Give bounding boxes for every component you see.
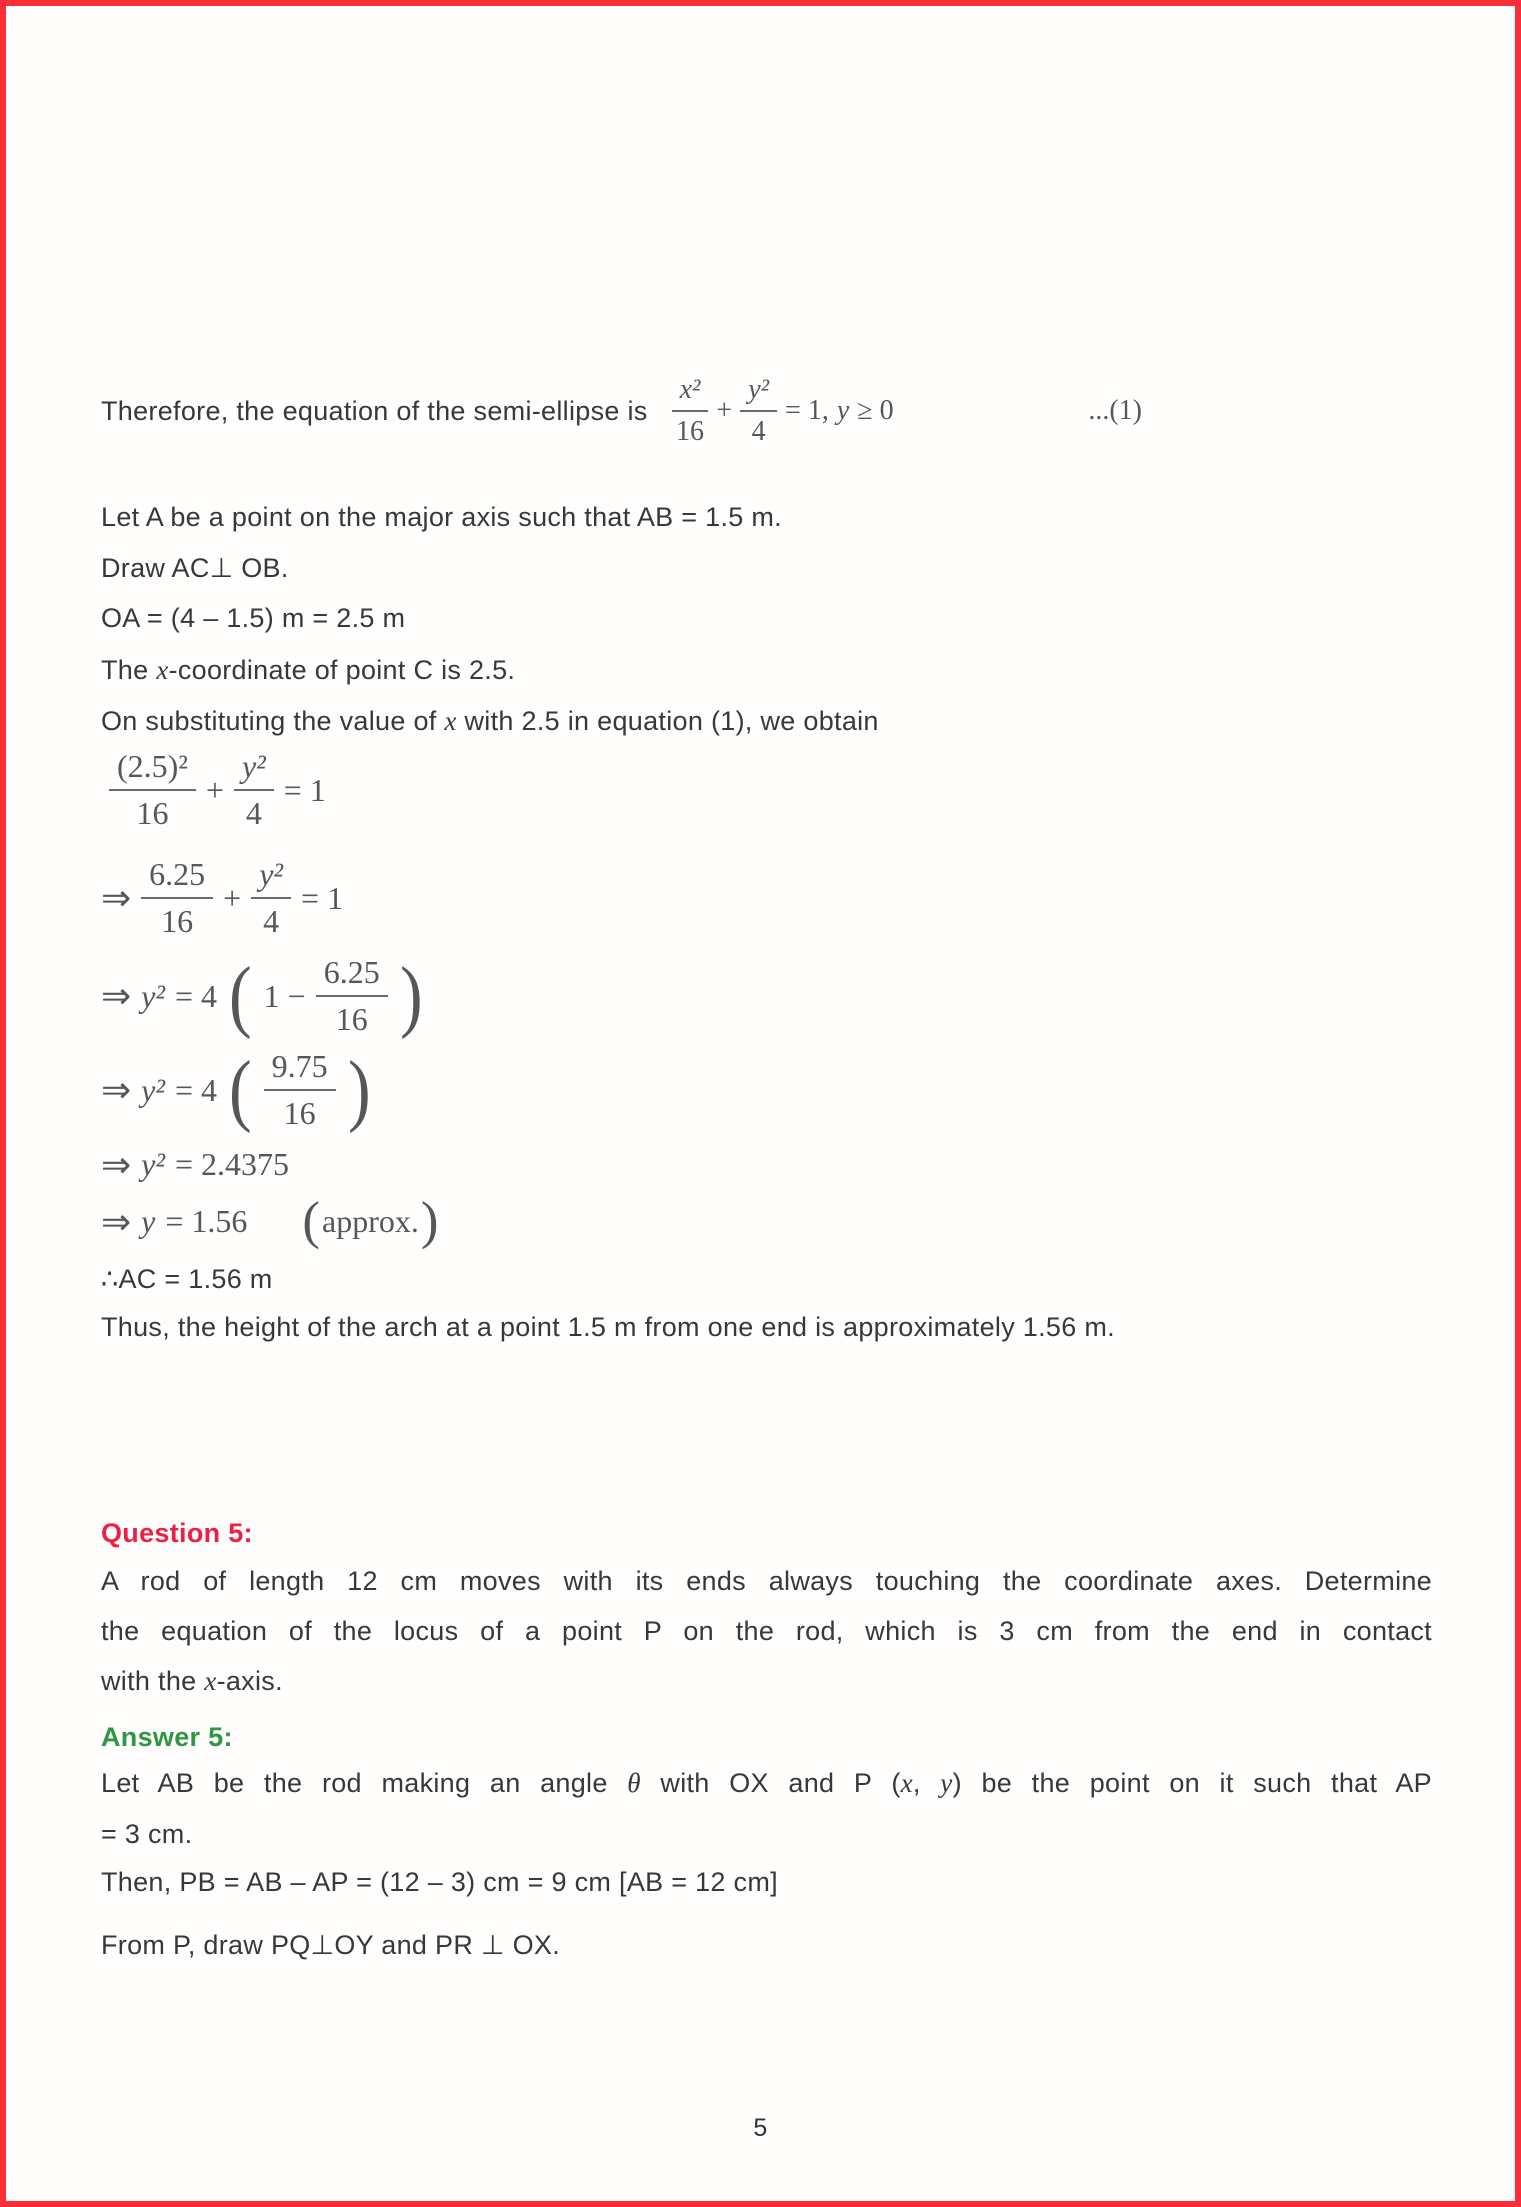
answer-line-3: Then, PB = AB – AP = (12 – 3) cm = 9 cm [AB = 12 cm] [101, 1867, 778, 1897]
implies-arrow: ⇒ [101, 878, 132, 918]
fraction-y2-4: $\frac{\text{y²}}{4}$ [740, 374, 777, 448]
page-number: 5 [753, 2114, 768, 2142]
implies-arrow: ⇒ [101, 976, 132, 1016]
body-line-3: OA = (4 – 1.5) m = 2.5 m [101, 603, 406, 633]
question-heading: Question 5: [101, 1518, 253, 1548]
summary-line: Thus, the height of the arch at a point 1.5 m from one end is approximately 1.56 m. [101, 1312, 1115, 1342]
variable-y: y [940, 1768, 953, 1798]
equation-rhs: = 1, [785, 395, 829, 426]
fraction: $\frac{9.75}{16}$ [264, 1048, 336, 1132]
solution-step-2: ⇒ $\frac{6.25}{16}$ + $\frac{\text{y²}}{4}$ = 1 [101, 856, 344, 939]
solution-step-6: ⇒ y = 1.56 ( approx. ) [101, 1192, 439, 1250]
answer-line-4: From P, draw PQ⊥OY and PR ⊥ OX. [101, 1930, 560, 1960]
implies-arrow: ⇒ [101, 1201, 132, 1242]
body-line-4: The x-coordinate of point C is 2.5. [101, 655, 516, 685]
open-paren: ( [229, 952, 252, 1040]
body-line-2: Draw AC⊥ OB. [101, 553, 289, 583]
solution-step-1: $\frac{\text{(2.5)²}}{16}$ + $\frac{\text{y²}}{4}$ = 1 [109, 748, 326, 832]
semi-ellipse-equation [672, 374, 894, 448]
solution-step-3: ⇒ y² = 4 ( 1 − $\frac{6.25}{16}$ ) [101, 952, 423, 1040]
plus-operator: + [716, 395, 733, 426]
implies-arrow: ⇒ [101, 1070, 132, 1110]
open-paren: ( [229, 1046, 252, 1134]
fraction-x2-16: $\frac{\text{x²}}{16}$ [672, 374, 709, 448]
question-line-1: A rod of length 12 cm moves with its ends always touching the coordinate axes. Determine [101, 1566, 1432, 1596]
close-paren: ) [347, 1046, 371, 1134]
fraction: $\frac{6.25}{16}$ [316, 954, 388, 1038]
fraction: $\frac{\text{y²}}{4}$ [251, 856, 291, 940]
solution-step-5: ⇒ y² = 2.4375 [101, 1144, 290, 1185]
solution-step-4: ⇒ y² = 4 ( $\frac{9.75}{16}$ ) [101, 1046, 371, 1134]
condition-rest: ≥ 0 [857, 395, 894, 426]
implies-arrow: ⇒ [101, 1144, 132, 1185]
variable-x: x [204, 1666, 217, 1696]
variable-x: x [156, 655, 169, 685]
equation-ref: ...(1) [1088, 395, 1142, 426]
question-line-2: the equation of the locus of a point P on the rod, which is 3 cm from the end in contact [101, 1616, 1432, 1646]
body-line-1: Let A be a point on the major axis such that AB = 1.5 m. [101, 502, 782, 532]
approx-note: ( approx. ) [302, 1192, 439, 1250]
conclusion-line: ∴AC = 1.56 m [101, 1264, 273, 1294]
intro-line [101, 374, 1432, 448]
close-paren: ) [399, 952, 423, 1040]
close-paren: ) [420, 1192, 439, 1250]
fraction: $\frac{\text{(2.5)²}}{16}$ [109, 748, 196, 832]
variable-x: x [900, 1768, 913, 1798]
condition-variable: y [836, 395, 850, 426]
variable-theta: θ [627, 1768, 641, 1798]
intro-text: Therefore, the equation of the semi-ellipse is [101, 395, 648, 426]
answer-heading: Answer 5: [101, 1722, 233, 1752]
body-line-5: On substituting the value of x with 2.5 in equation (1), we obtain [101, 706, 879, 736]
answer-line-1: Let AB be the rod making an angle θ with OX and P (x, y) be the point on it such that AP [101, 1768, 1432, 1798]
answer-line-2: = 3 cm. [101, 1819, 193, 1849]
fraction: $\frac{\text{y²}}{4}$ [234, 748, 274, 832]
question-line-3: with the x-axis. [101, 1666, 283, 1696]
open-paren: ( [302, 1192, 321, 1250]
variable-x: x [444, 706, 457, 736]
fraction: $\frac{6.25}{16}$ [141, 856, 213, 940]
